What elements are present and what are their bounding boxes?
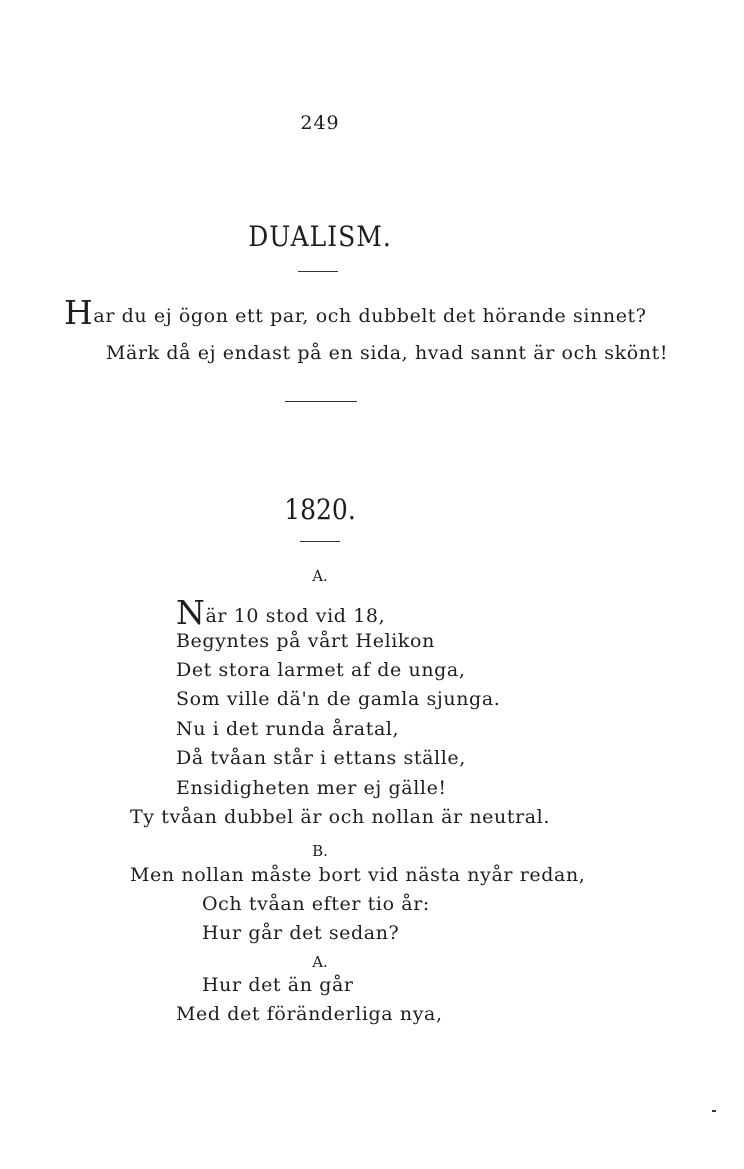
page-number: 249: [300, 112, 340, 134]
poem-line: [176, 593, 386, 632]
poem-line-text: är 10 stod vid 18,: [205, 605, 386, 627]
poem-line: [64, 293, 647, 332]
poem-line: Med det föränderliga nya,: [176, 1003, 443, 1025]
poem-line: Och tvåan efter tio år:: [202, 893, 430, 915]
poem-line: Nu i det runda åratal,: [176, 718, 400, 740]
poem-line: Märk då ej endast på en sida, hvad sannt är och skönt!: [106, 342, 669, 364]
poem-line: Som ville dä'n de gamla sjunga.: [176, 688, 501, 710]
drop-cap: N: [176, 593, 206, 632]
poem-line: Det stora larmet af de unga,: [176, 659, 466, 681]
poem-line: Ty tvåan dubbel är och nollan är neutral.: [130, 806, 550, 828]
poem-line: Då tvåan står i ettans ställe,: [176, 747, 466, 769]
paper-speck: [712, 1110, 716, 1112]
poem-title-1820: 1820.: [284, 493, 356, 526]
title-divider: [300, 541, 340, 542]
poem-line: Ensidigheten mer ej gälle!: [176, 777, 447, 799]
speaker-marker-b: B.: [312, 842, 328, 860]
speaker-marker-a: A.: [312, 953, 328, 971]
poem-line: Hur det än går: [202, 974, 354, 996]
section-divider: [285, 401, 357, 402]
drop-cap: H: [64, 293, 94, 332]
poem-title-dualism: DUALISM.: [248, 220, 392, 253]
title-divider: [298, 271, 338, 272]
poem-line: Begyntes på vårt Helikon: [176, 630, 435, 652]
speaker-marker-a: A.: [312, 567, 328, 585]
poem-line: Men nollan måste bort vid nästa nyår redan,: [130, 864, 586, 886]
poem-line: Hur går det sedan?: [202, 922, 400, 944]
poem-line-text: ar du ej ögon ett par, och dubbelt det hörande sinnet?: [93, 305, 647, 327]
